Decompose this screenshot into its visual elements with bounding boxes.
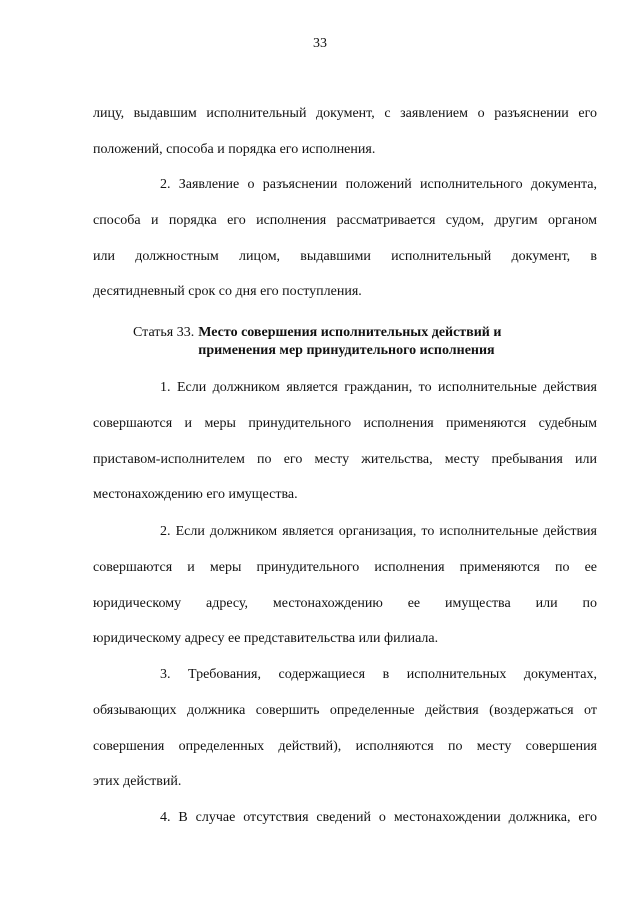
- text-line: лицу, выдавшим исполнительный документ, с заявлением о разъяснении его: [93, 106, 597, 121]
- text-line: 2. Заявление о разъяснении положений исполнительного документа,: [160, 177, 597, 192]
- text-line: юридическому адресу ее представительства или филиала.: [93, 631, 439, 647]
- text-line: приставом-исполнителем по его месту жительства, месту пребывания или: [93, 451, 597, 467]
- paragraph-2: [93, 167, 597, 310]
- article-title: [194, 324, 501, 360]
- article-title-line: применения мер принудительного исполнения: [198, 343, 495, 358]
- paragraph-article-2: [93, 514, 597, 657]
- text-line: 2. Если должником является организация, то исполнительные действия: [160, 524, 597, 539]
- text-line: местонахождению его имущества.: [93, 487, 298, 503]
- article-title-line: Место совершения исполнительных действий и: [198, 325, 502, 340]
- text-line: десятидневный срок со дня его поступления.: [93, 284, 362, 300]
- text-line: юридическому адресу, местонахождению ее имущества или по: [93, 595, 597, 611]
- paragraph-article-1: [93, 370, 597, 513]
- paragraph-article-3: [93, 657, 597, 800]
- article-number: Статья 33.: [133, 325, 195, 340]
- text-line: совершаются и меры принудительного исполнения применяются судебным: [93, 415, 597, 431]
- paragraph-article-4: [93, 800, 597, 836]
- text-line: или должностным лицом, выдавшими исполнительный документ, в: [93, 248, 597, 264]
- text-line: обязывающих должника совершить определенные действия (воздержаться от: [93, 702, 597, 718]
- text-line: 1. Если должником является гражданин, то исполнительные действия: [160, 380, 597, 395]
- text-line: совершаются и меры принудительного исполнения применяются по ее: [93, 559, 597, 575]
- text-line: 3. Требования, содержащиеся в исполнительных документах,: [160, 667, 597, 682]
- paragraph-continuation: [93, 96, 597, 168]
- article-heading: [93, 324, 597, 360]
- text-line: этих действий.: [93, 774, 182, 790]
- text-line: положений, способа и порядка его исполнения.: [93, 141, 376, 157]
- page-number: 33: [313, 36, 327, 51]
- text-line: 4. В случае отсутствия сведений о местонахождении должника, его: [160, 810, 597, 825]
- text-line: совершения определенных действий), исполняются по месту совершения: [93, 738, 597, 754]
- text-line: способа и порядка его исполнения рассматривается судом, другим органом: [93, 212, 597, 228]
